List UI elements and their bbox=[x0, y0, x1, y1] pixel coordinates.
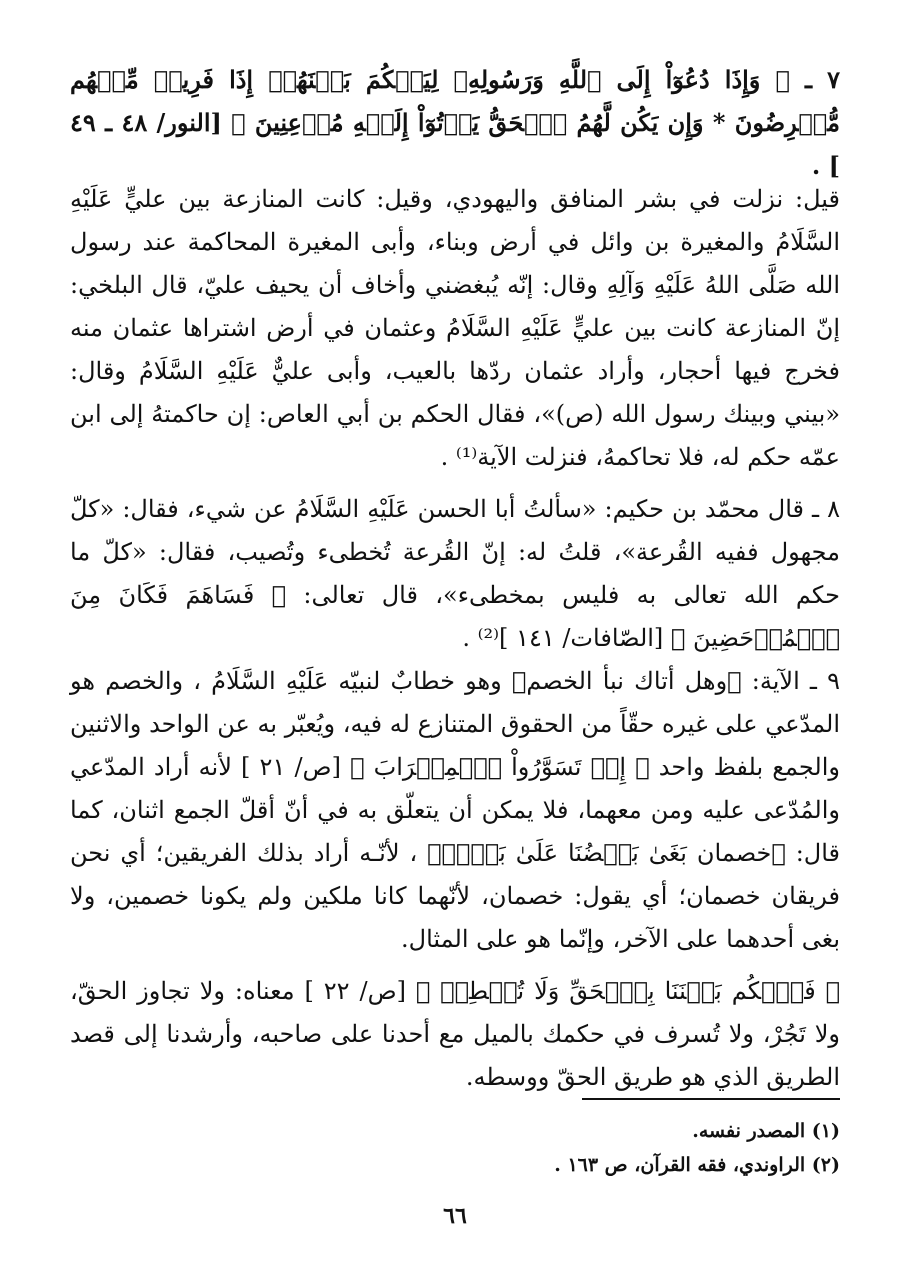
paragraph-9: ٩ ـ الآية: ﴿وهل أتاك نبأ الخصم﴾ وهو خطابٌ لنبيّه عَلَيْهِ السَّلَامُ ، والخصم هو المدّعي على غيره حقّاً من الحقوق المتنازع له فيه، ويُعبّر به عن الواحد والاثنين والجمع بلفظ واحد ﴿ إِذۡ تَسَوَّرُواْ ٱلۡمِحۡرَابَ ﴾ [ص/ ٢١ ] لأنه أراد المدّعي والمُدّعى عليه ومن معهما، فلا يمكن أن يتعلّق به في أنّ أقلّ الجمع اثنان، كما قال: ﴿خصمان بَغَىٰ بَعۡضُنَا عَلَىٰ بَعۡضٖ﴾ ، لأنّـه أراد بذلك الفريقين؛ أي نحن فريقان خصمان؛ أي يقول: خصمان، لأنّهما كانا ملكين ولم يكونا خصمين، ولا بغى أحدهما على الآخر، وإنّما هو على المثال. bbox=[70, 667, 840, 953]
footnote-1: (١) المصدر نفسه. bbox=[692, 1120, 840, 1142]
paragraph-9-continued: ﴿ فَٱحۡكُم بَيۡنَنَا بِٱلۡحَقِّ وَلَا تُشۡطِطۡ ﴾ [ص/ ٢٢ ] معناه: ولا تجاوز الحقّ، ولا تَجُرْ، ولا تُسرف في حكمك بالميل مع أحدنا على صاحبه، وأرشدنا إلى قصد الطريق الذي هو طريق الحقّ ووسطه. bbox=[70, 977, 841, 1091]
page-number: ٦٦ bbox=[443, 1203, 467, 1229]
footnote-2: (٢) الراوندي، فقه القرآن، ص ١٦٣ . bbox=[554, 1154, 840, 1176]
footnotes bbox=[70, 1098, 840, 1182]
footnote-divider bbox=[582, 1098, 840, 1100]
page bbox=[70, 40, 840, 1240]
verse-paragraph-7: ٧ ـ ﴿ وَإِذَا دُعُوٓاْ إِلَى ٱللَّهِ وَرَسُولِهِۦ لِيَحۡكُمَ بَيۡنَهُمۡ إِذَا فَرِيقٞ مِّنۡهُم مُّعۡرِضُونَ * وَإِن يَكُن لَّهُمُ ٱلۡحَقُّ يَأۡتُوٓاْ إِلَيۡهِ مُذۡعِنِينَ ﴾ [النور/ ٤٨ ـ ٤٩ ] . bbox=[70, 65, 840, 180]
commentary-paragraph-7: قيل: نزلت في بشر المنافق واليهودي، وقيل: كانت المنازعة بين عليٍّ عَلَيْهِ السَّلَامُ والمغيرة بن وائل في أرض وبناء، وأبى المغيرة المحاكمة عند رسول الله صَلَّى اللهُ عَلَيْهِ وَآلِهِ وقال: إنّه يُبغضني وأخاف أن يحيف عليّ، قال البلخي: إنّ المنازعة كانت بين عليٍّ عَلَيْهِ السَّلَامُ وعثمان في أرض اشتراها عثمان منه فخرج فيها أحجار، وأراد عثمان ردّها بالعيب، وأبى عليٌّ عَلَيْهِ السَّلَامُ وقال: «بيني وبينك رسول الله (ص)»، فقال الحكم بن أبي العاص: إن حاكمتهُ إلى ابن عمّه حكم له، فلا تحاكمهُ، فنزلت الآية⁽¹⁾ . bbox=[70, 185, 841, 471]
paragraph-8: ٨ ـ قال محمّد بن حكيم: «سألتُ أبا الحسن عَلَيْهِ السَّلَامُ عن شيء، فقال: «كلّ مجهول ففيه القُرعة»، قلتُ له: إنّ القُرعة تُخطىء وتُصيب، فقال: «كلّ ما حكم الله تعالى به فليس بمخطىء»، قال تعالى: ﴿ فَسَاهَمَ فَكَانَ مِنَ ٱلۡمُدۡحَضِينَ ﴾ [الصّافات/ ١٤١ ]⁽²⁾ . bbox=[70, 495, 840, 652]
